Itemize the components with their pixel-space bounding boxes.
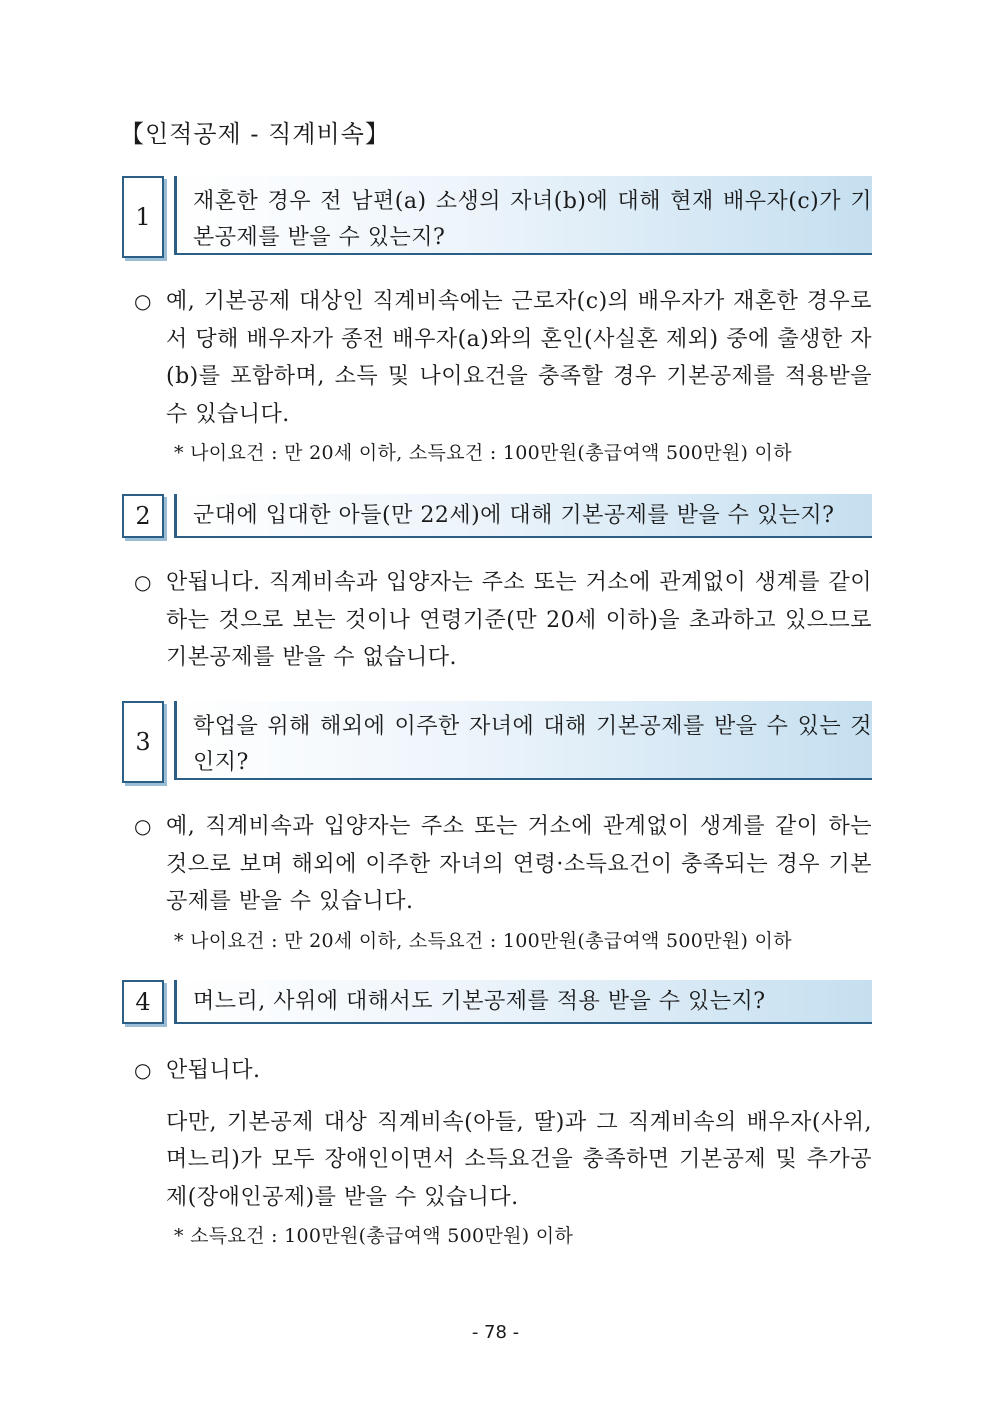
question-text: 재혼한 경우 전 남편(a) 소생의 자녀(b)에 대해 현재 배우자(c)가 기본공제를 받을 수 있는지?: [174, 176, 872, 255]
page-title: 【인적공제 - 직계비속】: [120, 120, 390, 148]
bullet-icon: ○: [134, 814, 152, 838]
question-row: [0, 980, 991, 1026]
question-row: [0, 176, 991, 258]
question-row: [0, 701, 991, 783]
answer-note: * 소득요건 : 100만원(총급여액 500만원) 이하: [174, 1225, 574, 1247]
page-number: - 78 -: [471, 1322, 520, 1343]
answer-4: [134, 1052, 872, 1252]
qa-item-4: [0, 980, 991, 1026]
answer-1: [134, 283, 872, 469]
question-number: 4: [122, 980, 164, 1024]
answer-text: 안됩니다. 직계비속과 입양자는 주소 또는 거소에 관계없이 생계를 같이하는 것으로 보는 것이나 연령기준(만 20세 이하)을 초과하고 있으므로 기본공제를 받을 수 없습니다.: [166, 570, 872, 670]
question-number: 1: [122, 176, 164, 258]
answer-note: * 나이요건 : 만 20세 이하, 소득요건 : 100만원(총급여액 500만원) 이하: [174, 442, 792, 464]
answer-text: 예, 직계비속과 입양자는 주소 또는 거소에 관계없이 생계를 같이 하는 것으로 보며 해외에 이주한 자녀의 연령·소득요건이 충족되는 경우 기본공제를 받을 수 있습니다.: [166, 814, 872, 914]
answer-note: * 나이요건 : 만 20세 이하, 소득요건 : 100만원(총급여액 500만원) 이하: [174, 929, 792, 952]
question-text: 군대에 입대한 아들(만 22세)에 대해 기본공제를 받을 수 있는지?: [174, 494, 872, 538]
question-number: 2: [122, 494, 164, 538]
bullet-icon: ○: [134, 570, 152, 594]
question-text: 며느리, 사위에 대해서도 기본공제를 적용 받을 수 있는지?: [174, 980, 872, 1024]
question-number: 3: [122, 701, 164, 783]
question-text: 학업을 위해 해외에 이주한 자녀에 대해 기본공제를 받을 수 있는 것인지?: [174, 701, 872, 780]
answer-extra-text: 다만, 기본공제 대상 직계비속(아들, 딸)과 그 직계비속의 배우자(사위, 며느리)가 모두 장애인이면서 소득요건을 충족하면 기본공제 및 추가공제(장애인공제)를 받을 수 있습니다.: [166, 1109, 872, 1210]
answer-text: 예, 기본공제 대상인 직계비속에는 근로자(c)의 배우자가 재혼한 경우로서 당해 배우자가 종전 배우자(a)와의 혼인(사실혼 제외) 중에 출생한 자(b)를 포함하며, 소득 및 나이요건을 충족할 경우 기본공제를 적용받을 수 있습니다.: [166, 289, 872, 427]
qa-item-3: [0, 701, 991, 783]
answer-2: [134, 564, 872, 677]
bullet-icon: ○: [134, 289, 152, 313]
qa-item-2: [0, 494, 991, 540]
qa-item-1: [0, 176, 991, 258]
answer-text: 안됩니다.: [166, 1058, 261, 1083]
answer-3: [134, 808, 872, 957]
question-row: [0, 494, 991, 540]
bullet-icon: ○: [134, 1058, 152, 1082]
